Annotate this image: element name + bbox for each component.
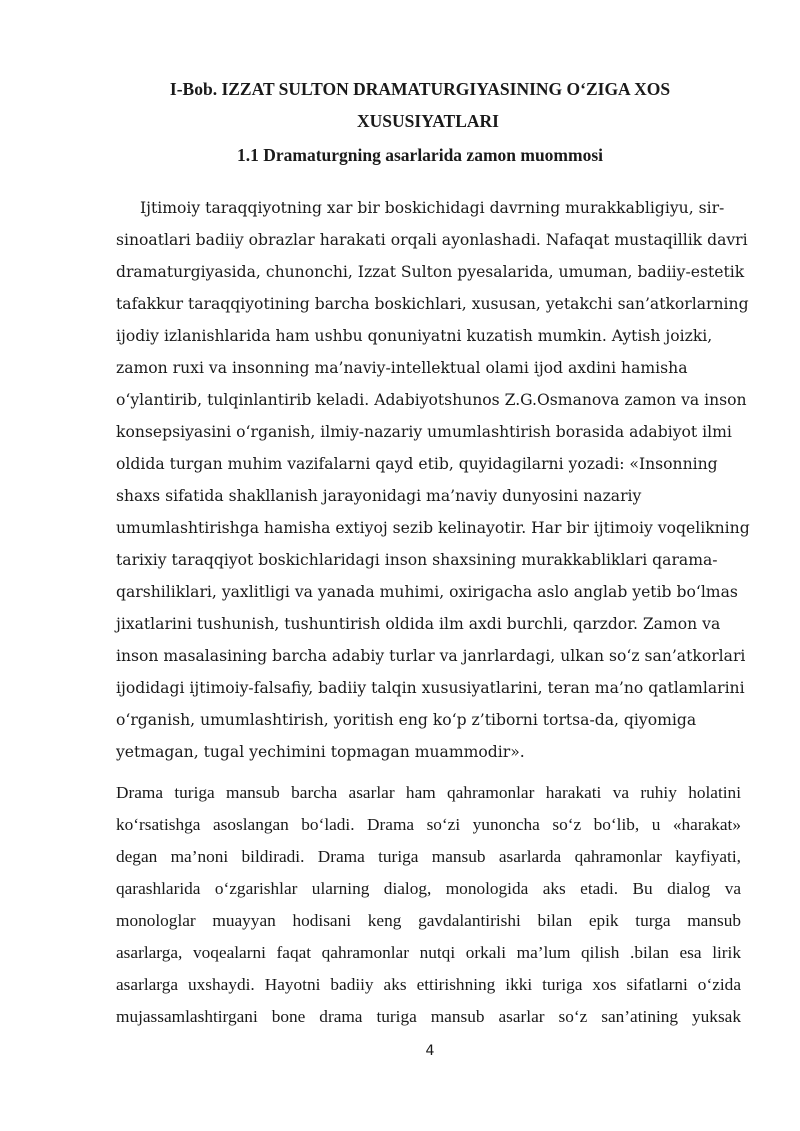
chapter-title-line-1: I-Bob. IZZAT SULTON DRAMATURGIYASINING O‘ZIGA XOS: [169, 79, 671, 99]
paragraph-line: ko‘rsatishga asoslangan bo‘ladi. Drama so‘zi yunoncha so‘z bo‘lib, u «harakat»: [116, 815, 741, 834]
paragraph-line: oldida turgan muhim vazifalarni qayd etib, quyidagilarni yozadi: «Insonning: [116, 455, 718, 473]
paragraph-line: jixatlarini tushunish, tushuntirish oldida ilm axdi burchli, qarzdor. Zamon va: [116, 615, 721, 633]
paragraph-line: ijodiy izlanishlarida ham ushbu qonuniyatni kuzatish mumkin. Aytish joizki,: [116, 327, 713, 345]
paragraph-line: dramaturgiyasida, chunonchi, Izzat Sulton pyesalarida, umuman, badiiy-estetik: [116, 263, 745, 281]
paragraph-line: tafakkur taraqqiyotining barcha boskichlari, xususan, yetakchi san’atkorlarning: [116, 295, 749, 313]
paragraph-line: mujassamlashtirgani bone drama turiga mansub asarlar so‘z san’atining yuksak: [116, 1007, 741, 1026]
paragraph-line: qarashlarida o‘zgarishlar ularning dialog, monologida aks etadi. Bu dialog va: [116, 879, 741, 898]
paragraph-line: degan ma’noni bildiradi. Drama turiga mansub asarlarda qahramonlar kayfiyati,: [116, 847, 741, 866]
paragraph-line: asarlarga, voqealarni faqat qahramonlar nutqi orkali ma’lum qilish .bilan esa lirik: [116, 943, 741, 962]
page-number: 4: [425, 1043, 435, 1059]
paragraph-line: tarixiy taraqqiyot boskichlaridagi inson shaxsining murakkabliklari qarama-: [116, 551, 718, 569]
paragraph-line: inson masalasining barcha adabiy turlar va janrlardagi, ulkan so‘z san’atkorlari: [116, 647, 746, 665]
paragraph-line: o‘rganish, umumlashtirish, yoritish eng ko‘p z’tiborni tortsa-da, qiyomiga: [116, 711, 697, 729]
paragraph-line: o‘ylantirib, tulqinlantirib keladi. Adabiyotshunos Z.G.Osmanova zamon va inson: [116, 391, 747, 409]
paragraph-line: Drama turiga mansub barcha asarlar ham qahramonlar harakati va ruhiy holatini: [116, 783, 741, 802]
paragraph-line: asarlarga uxshaydi. Hayotni badiiy aks ettirishning ikki turiga xos sifatlarni o‘zida: [116, 975, 741, 994]
paragraph-line: umumlashtirishga hamisha extiyoj sezib kelinayotir. Har bir ijtimoiy voqelikning: [116, 519, 750, 537]
section-title: 1.1 Dramaturgning asarlarida zamon muommosi: [236, 145, 604, 165]
paragraph-line: Ijtimoiy taraqqiyotning xar bir boskichidagi davrning murakkabligiyu, sir-: [140, 199, 725, 217]
paragraph-line: ijodidagi ijtimoiy-falsafiy, badiiy talqin xususiyatlarini, teran ma’no qatlamlarini: [116, 679, 745, 697]
paragraph-line: konsepsiyasini o‘rganish, ilmiy-nazariy umumlashtirish borasida adabiyot ilmi: [116, 423, 732, 441]
paragraph-line: monologlar muayyan hodisani keng gavdalantirishi bilan epik turga mansub: [116, 911, 741, 930]
paragraph-line: shaxs sifatida shakllanish jarayonidagi ma’naviy dunyosini nazariy: [116, 487, 642, 505]
paragraph-line: yetmagan, tugal yechimini topmagan muammodir».: [116, 743, 525, 761]
paragraph-line: sinoatlari badiiy obrazlar harakati orqali ayonlashadi. Nafaqat mustaqillik davri: [116, 231, 748, 249]
chapter-title-line-2: XUSUSIYATLARI: [357, 111, 499, 131]
paragraph-line: qarshiliklari, yaxlitligi va yanada muhimi, oxirigacha aslo anglab yetib bo‘lmas: [116, 583, 738, 601]
paragraph-line: zamon ruxi va insonning ma’naviy-intellektual olami ijod axdini hamisha: [116, 359, 688, 377]
